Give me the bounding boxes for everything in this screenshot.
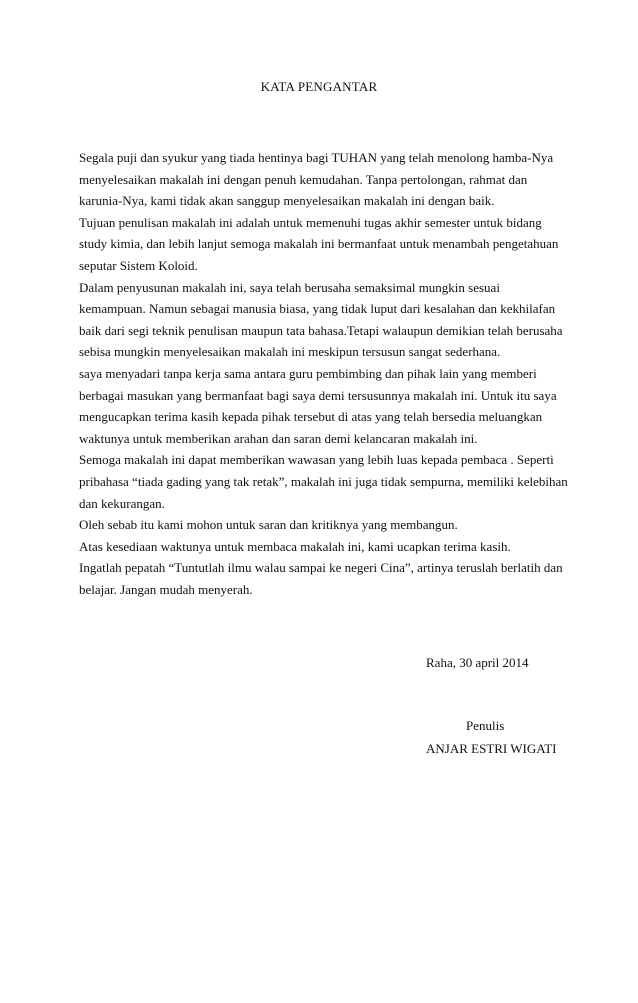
author-role: Penulis [466, 718, 505, 733]
body-line: berbagai masukan yang bermanfaat bagi saya demi tersusunnya makalah ini. Untuk itu saya [79, 387, 557, 403]
body-line: Oleh sebab itu kami mohon untuk saran dan kritiknya yang membangun. [79, 517, 458, 533]
body-line: pribahasa “tiada gading yang tak retak”, makalah ini juga tidak sempurna, memiliki kelebihan [79, 473, 568, 489]
body-line: study kimia, dan lebih lanjut semoga makalah ini bermanfaat untuk menambah pengetahuan [79, 236, 559, 252]
body-line: sebisa mungkin menyelesaikan makalah ini meskipun tersusun sangat sederhana. [79, 344, 501, 360]
body-line: karunia-Nya, kami tidak akan sanggup menyelesaikan makalah ini dengan baik. [79, 193, 495, 209]
body-line: mengucapkan terima kasih kepada pihak tersebut di atas yang telah bersedia meluangkan [79, 409, 543, 425]
body-line: kemampuan. Namun sebagai manusia biasa, yang tidak luput dari kesalahan dan kekhilafan [79, 301, 556, 317]
body-line: belajar. Jangan mudah menyerah. [79, 581, 253, 597]
body-line: Semoga makalah ini dapat memberikan wawasan yang lebih luas kepada pembaca . Seperti [79, 452, 554, 468]
document-body [79, 147, 579, 600]
body-line: Atas kesediaan waktunya untuk membaca makalah ini, kami ucapkan terima kasih. [79, 538, 511, 554]
body-line: Ingatlah pepatah “Tuntutlah ilmu walau sampai ke negeri Cina”, artinya teruslah berlatih dan [79, 560, 563, 576]
body-line: baik dari segi teknik penulisan maupun tata bahasa.Tetapi walaupun demikian telah berusaha [79, 322, 563, 338]
author-name: ANJAR ESTRI WIGATI [426, 741, 557, 756]
body-line: Tujuan penulisan makalah ini adalah untuk memenuhi tugas akhir semester untuk bidang [79, 214, 542, 230]
body-line: dan kekurangan. [79, 495, 165, 511]
body-line: Dalam penyusunan makalah ini, saya telah berusaha semaksimal mungkin sesuai [79, 279, 500, 295]
body-line: waktunya untuk memberikan arahan dan saran demi kelancaran makalah ini. [79, 430, 478, 446]
body-line: saya menyadari tanpa kerja sama antara guru pembimbing dan pihak lain yang memberi [79, 365, 537, 381]
body-line: seputar Sistem Koloid. [79, 257, 198, 273]
place-date: Raha, 30 april 2014 [426, 655, 529, 670]
body-line: menyelesaikan makalah ini dengan penuh kemudahan. Tanpa pertolongan, rahmat dan [79, 171, 528, 187]
body-line: Segala puji dan syukur yang tiada hentinya bagi TUHAN yang telah menolong hamba-Nya [79, 150, 554, 165]
document-title: KATA PENGANTAR [260, 79, 378, 94]
